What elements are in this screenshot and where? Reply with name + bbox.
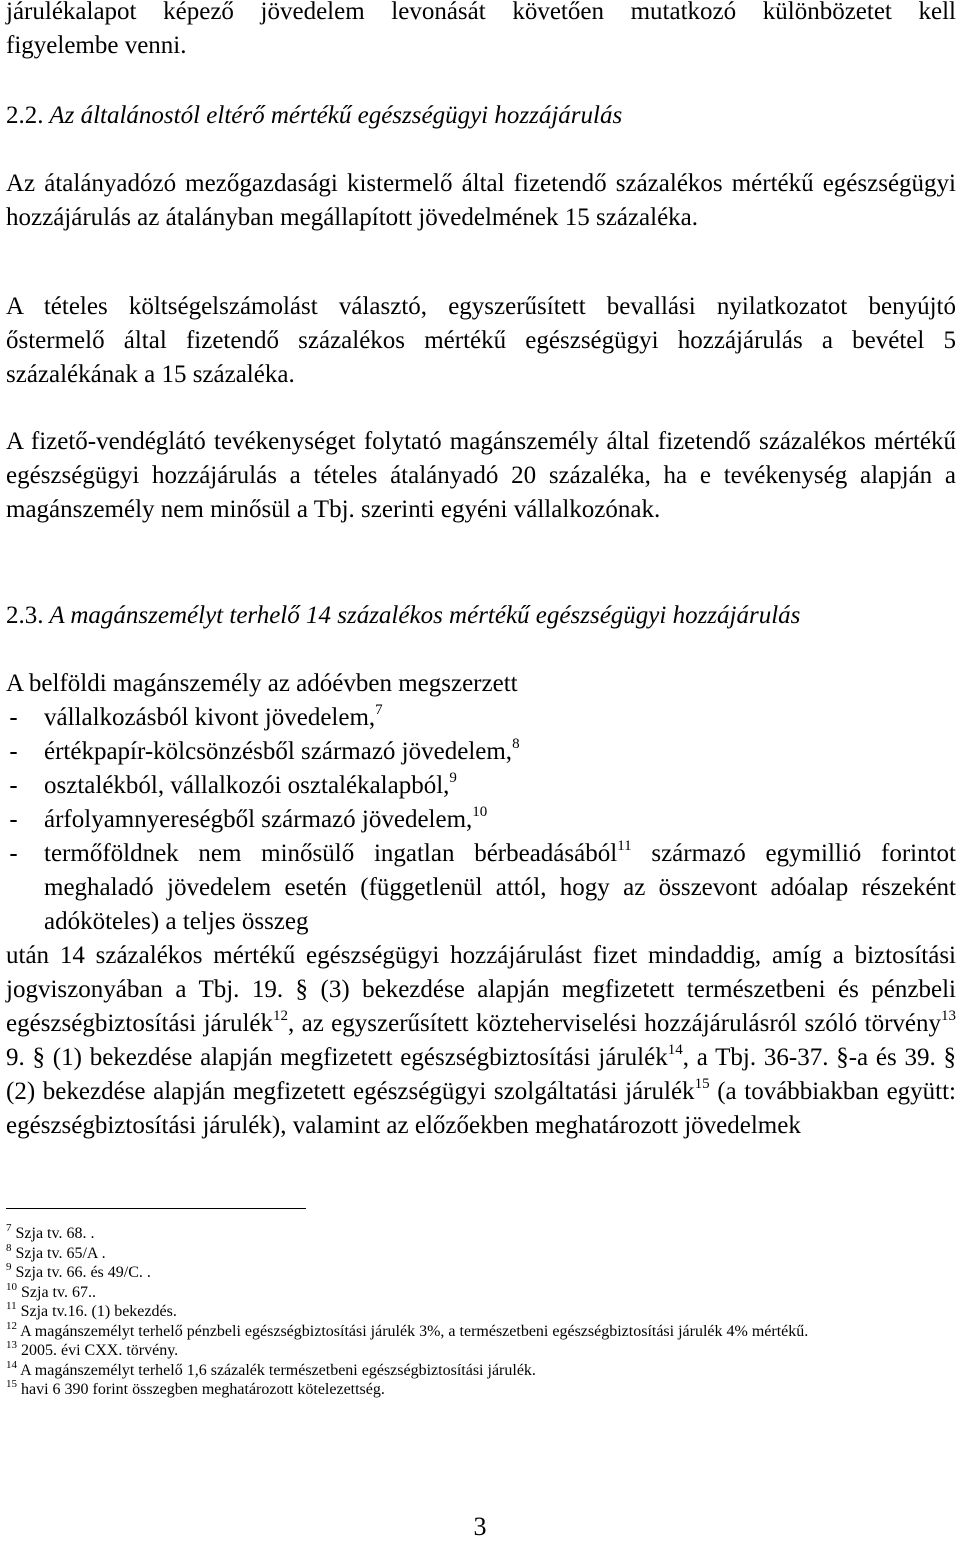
list-item: - vállalkozásból kivont jövedelem,$^7$: [6, 701, 956, 735]
footnote-ref[interactable]: 8: [512, 736, 520, 752]
footnote-ref[interactable]: 9: [449, 770, 457, 786]
footnote-ref[interactable]: 14: [667, 1042, 683, 1058]
list-item: - termőföldnek nem minősülő ingatlan bérbeadásából$^{11}$ származó egymillió forintot meghaladó jövedelem esetén (függetlenül attól, hogy az összevont adóalap részeként adóköteles) a teljes összeg: [6, 838, 956, 935]
section-2-2-paragraph-2: A tételes költségelszámolást választó, egyszerűsített bevallási nyilatkozatot benyújtó őstermelő által fizetendő százalékos mértékű egészségügyi hozzájárulás a bevétel 5 százalékának a 15 százaléka.: [6, 293, 956, 388]
footnote: $^9$ Szja tv. 66. és 49/C. .: [6, 1261, 151, 1281]
footnote-ref[interactable]: 7: [375, 702, 383, 718]
list-dash: -: [6, 737, 22, 766]
list-item: - osztalékból, vállalkozói osztalékalapból,$^9$: [6, 769, 956, 803]
footnote: $^7$ Szja tv. 68. .: [6, 1222, 95, 1242]
footnote: $^8$ Szja tv. 65/A .: [6, 1241, 106, 1262]
footnote: $^{15}$ havi 6 390 forint összegben meghatározott kötelezettség.: [6, 1378, 385, 1398]
footnote-ref[interactable]: 10: [472, 804, 488, 820]
section-sign: §: [283, 976, 309, 1003]
list-dash: -: [6, 839, 22, 868]
section-sign: §: [24, 1044, 46, 1071]
section-sign: §: [935, 1044, 957, 1071]
footnote: $^{11}$ Szja tv.16. (1) bekezdés.: [6, 1300, 177, 1320]
footnote: $^{10}$ Szja tv. 67..: [6, 1280, 96, 1301]
footnotes: [6, 1224, 954, 1400]
section-sign: §: [828, 1044, 849, 1071]
footnote-ref[interactable]: 11: [617, 838, 632, 854]
section-2-2-paragraph-1: Az átalányadózó mezőgazdasági kistermelő által fizetendő százalékos mértékű egészségügyi hozzájárulás az átalányban megállapított jövedelmének 15 százaléka.: [6, 170, 956, 231]
section-2-2-heading: [6, 99, 956, 133]
section-2-2-paragraph-3: A fizető-vendéglátó tevékenységet folytató magánszemély által fizetendő százalékos mértékű egészségügyi hozzájárulás a tételes átalányadó 20 százaléka, ha e tevékenység alapján a magánszemély nem minősül a Tbj. szerinti egyéni vállalkozónak.: [6, 428, 956, 523]
footnote-separator: [6, 1208, 306, 1209]
section-2-3-closing: után 14 százalékos mértékű egészségügyi hozzájárulást fizet mindaddig, amíg a biztosítási jogviszonyában a Tbj. 19. § (3) bekezdése alapján megfizetett természetbeni és pénzbeli egészségbiztosítási járulék$^{12}$, az egyszerűsített közteherviselési hozzájárulásról szóló törvény$^{13}$ 9. § (1) bekezdése alapján megfizetett egészségbiztosítási járulék$^{14}$, a Tbj. 36-37. §-a és 39. § (2) bekezdése alapján megfizetett egészségügyi szolgáltatási járulék$^{15}$ (a továbbiakban együtt: egészségbiztosítási járulék), valamint az előzőekben meghatározott jövedelmek: [6, 942, 957, 1139]
continuation-line-2: figyelembe venni.: [6, 32, 187, 59]
page-number: 3: [473, 1512, 487, 1541]
footnote-ref[interactable]: 12: [273, 1008, 288, 1024]
footnote: $^{13}$ 2005. évi CXX. törvény.: [6, 1339, 179, 1359]
list-dash: -: [6, 771, 22, 800]
list-dash: -: [6, 805, 22, 834]
section-2-3-number: 2.3.: [6, 602, 44, 629]
footnote: $^{14}$ A magánszemélyt terhelő 1,6 százalék természetbeni egészségbiztosítási járulék.: [6, 1358, 536, 1379]
section-2-3-title: A magánszemélyt terhelő 14 százalékos mértékű egészségügyi hozzájárulás: [49, 602, 801, 629]
section-2-2-title: Az általánostól eltérő mértékű egészségügyi hozzájárulás: [49, 102, 623, 129]
list-item: - árfolyamnyereségből származó jövedelem,$^{10}$: [6, 803, 956, 837]
section-2-3-heading: [6, 599, 956, 633]
section-2-3-body: [6, 667, 956, 1143]
footnote-ref[interactable]: 15: [694, 1076, 710, 1092]
footnote-ref[interactable]: 13: [941, 1008, 956, 1024]
list-dash: -: [6, 703, 22, 732]
continuation-line-1: járulékalapot képező jövedelem levonását követően mutatkozó különbözetet kell: [6, 0, 956, 25]
list-item: - értékpapír-kölcsönzésből származó jövedelem,$^8$: [6, 735, 956, 769]
body-text-upper: [6, 0, 956, 63]
footnote: $^{12}$ A magánszemélyt terhelő pénzbeli egészségbiztosítási járulék 3%, a természetbeni egészségbiztosítási járulék 4% mértékű.: [6, 1319, 809, 1340]
income-list: [6, 701, 956, 939]
section-2-2-number: 2.2.: [6, 102, 44, 129]
section-2-3-intro: A belföldi magánszemély az adóévben megszerzett: [6, 670, 518, 697]
